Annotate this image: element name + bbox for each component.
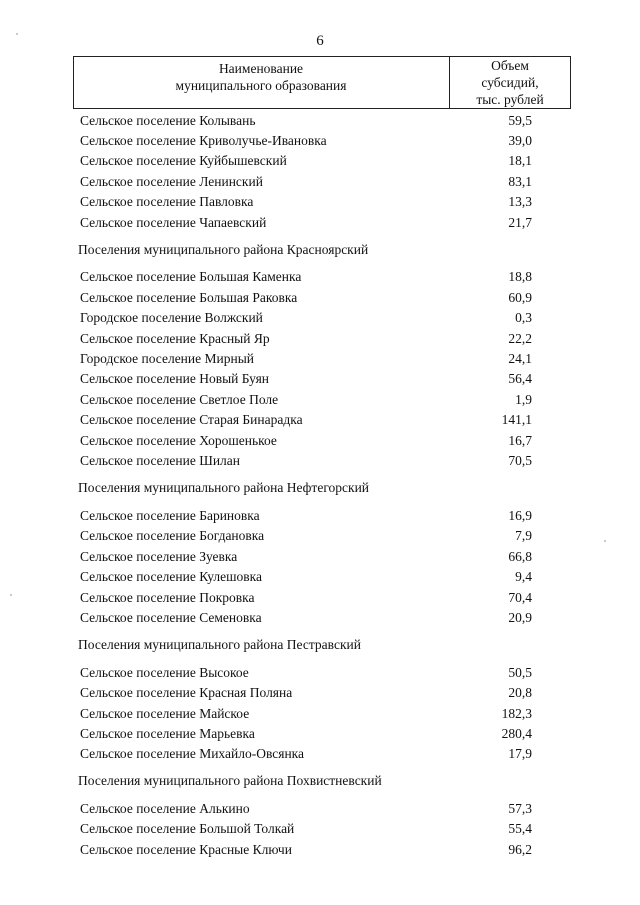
subsidy-value: 83,1 <box>508 174 532 189</box>
table-row <box>0 506 640 526</box>
table-row <box>0 724 640 744</box>
section-heading: Поселения муниципального района Красноярский <box>78 242 369 257</box>
subsidy-value: 1,9 <box>515 392 532 407</box>
page-number: 6 <box>316 33 324 49</box>
settlement-name: Сельское поселение Светлое Поле <box>80 392 279 407</box>
settlement-name: Сельское поселение Красный Яр <box>80 331 270 346</box>
subsidy-value: 24,1 <box>508 351 532 366</box>
subsidy-value: 141,1 <box>501 412 532 427</box>
table-row <box>0 369 640 389</box>
settlement-name: Сельское поселение Майское <box>80 706 250 721</box>
scan-speck <box>10 594 12 596</box>
settlement-name: Сельское поселение Криволучье-Ивановка <box>80 133 327 148</box>
subsidy-value: 66,8 <box>508 549 532 564</box>
table-row <box>0 683 640 703</box>
table-header <box>73 56 571 109</box>
settlement-name: Сельское поселение Куйбышевский <box>80 153 287 168</box>
subsidy-value: 39,0 <box>508 133 532 148</box>
settlement-name: Городское поселение Волжский <box>80 310 263 325</box>
settlement-name: Сельское поселение Новый Буян <box>80 371 270 386</box>
table-row <box>0 410 640 430</box>
subsidy-value: 7,9 <box>515 528 532 543</box>
settlement-name: Сельское поселение Бариновка <box>80 508 260 523</box>
settlement-name: Сельское поселение Ленинский <box>80 174 263 189</box>
column-header-volume-line: субсидий, <box>481 75 539 90</box>
subsidy-value: 22,2 <box>508 331 532 346</box>
table-row <box>0 799 640 819</box>
section-heading: Поселения муниципального района Похвистневский <box>78 773 382 788</box>
settlement-name: Сельское поселение Покровка <box>80 590 255 605</box>
subsidy-value: 18,1 <box>508 153 532 168</box>
column-header-volume-line: Объем <box>491 58 529 73</box>
subsidy-value: 50,5 <box>508 665 532 680</box>
settlement-name: Сельское поселение Большая Раковка <box>80 290 298 305</box>
section-heading: Поселения муниципального района Нефтегорский <box>78 480 370 495</box>
settlement-name: Сельское поселение Зуевка <box>80 549 238 564</box>
settlement-name: Сельское поселение Богдановка <box>80 528 265 543</box>
settlement-name: Сельское поселение Красная Поляна <box>80 685 293 700</box>
table-row <box>0 567 640 587</box>
column-header-name-line: муниципального образования <box>175 78 347 93</box>
subsidy-value: 0,3 <box>515 310 532 325</box>
subsidy-value: 280,4 <box>501 726 532 741</box>
table-row <box>0 288 640 308</box>
subsidy-value: 20,8 <box>508 685 532 700</box>
subsidy-value: 182,3 <box>501 706 532 721</box>
table-row <box>0 267 640 287</box>
subsidy-value: 13,3 <box>508 194 532 209</box>
subsidy-value: 21,7 <box>508 215 532 230</box>
table-row <box>0 329 640 349</box>
settlement-name: Сельское поселение Старая Бинарадка <box>80 412 303 427</box>
subsidy-value: 55,4 <box>508 821 532 836</box>
table-row <box>0 308 640 328</box>
table-row <box>0 192 640 212</box>
table-row <box>0 744 640 764</box>
section-heading: Поселения муниципального района Пестравский <box>78 637 361 652</box>
settlement-name: Сельское поселение Большой Толкай <box>80 821 295 836</box>
table-row <box>0 213 640 233</box>
table-row <box>0 349 640 369</box>
table-row <box>0 819 640 839</box>
subsidy-value: 20,9 <box>508 610 532 625</box>
settlement-name: Сельское поселение Павловка <box>80 194 254 209</box>
column-header-volume <box>449 57 571 108</box>
column-header-name-line: Наименование <box>218 61 304 76</box>
settlement-name: Сельское поселение Красные Ключи <box>80 842 292 857</box>
settlement-name: Сельское поселение Алькино <box>80 801 250 816</box>
table-row <box>0 431 640 451</box>
column-header-volume-line: тыс. рублей <box>476 92 544 107</box>
subsidy-value: 57,3 <box>508 801 532 816</box>
table-row <box>0 704 640 724</box>
subsidy-value: 70,4 <box>508 590 532 605</box>
settlement-name: Сельское поселение Колывань <box>80 113 256 128</box>
settlement-name: Сельское поселение Шилан <box>80 453 241 468</box>
table-row <box>0 451 640 471</box>
table-row <box>0 390 640 410</box>
settlement-name: Сельское поселение Кулешовка <box>80 569 262 584</box>
subsidy-value: 16,7 <box>508 433 532 448</box>
table-row <box>0 131 640 151</box>
settlement-name: Сельское поселение Высокое <box>80 665 249 680</box>
table-row <box>0 172 640 192</box>
subsidy-value: 70,5 <box>508 453 532 468</box>
subsidy-value: 60,9 <box>508 290 532 305</box>
subsidy-value: 59,5 <box>508 113 532 128</box>
subsidy-value: 96,2 <box>508 842 532 857</box>
table-row <box>0 151 640 171</box>
settlement-name: Сельское поселение Чапаевский <box>80 215 267 230</box>
subsidy-value: 17,9 <box>508 746 532 761</box>
table-row <box>0 663 640 683</box>
column-header-name <box>73 60 449 94</box>
header-bottom-rule <box>73 108 571 109</box>
table-row <box>0 840 640 860</box>
settlement-name: Сельское поселение Михайло-Овсянка <box>80 746 305 761</box>
subsidy-value: 18,8 <box>508 269 532 284</box>
subsidy-value: 9,4 <box>515 569 532 584</box>
settlement-name: Сельское поселение Большая Каменка <box>80 269 302 284</box>
scan-speck <box>604 540 606 542</box>
table-row <box>0 526 640 546</box>
table-row <box>0 111 640 131</box>
table-row <box>0 547 640 567</box>
table-row <box>0 608 640 628</box>
settlement-name: Сельское поселение Марьевка <box>80 726 255 741</box>
scan-speck <box>16 33 18 35</box>
table-row <box>0 588 640 608</box>
settlement-name: Сельское поселение Семеновка <box>80 610 262 625</box>
settlement-name: Городское поселение Мирный <box>80 351 254 366</box>
settlement-name: Сельское поселение Хорошенькое <box>80 433 277 448</box>
subsidy-value: 56,4 <box>508 371 532 386</box>
subsidy-value: 16,9 <box>508 508 532 523</box>
